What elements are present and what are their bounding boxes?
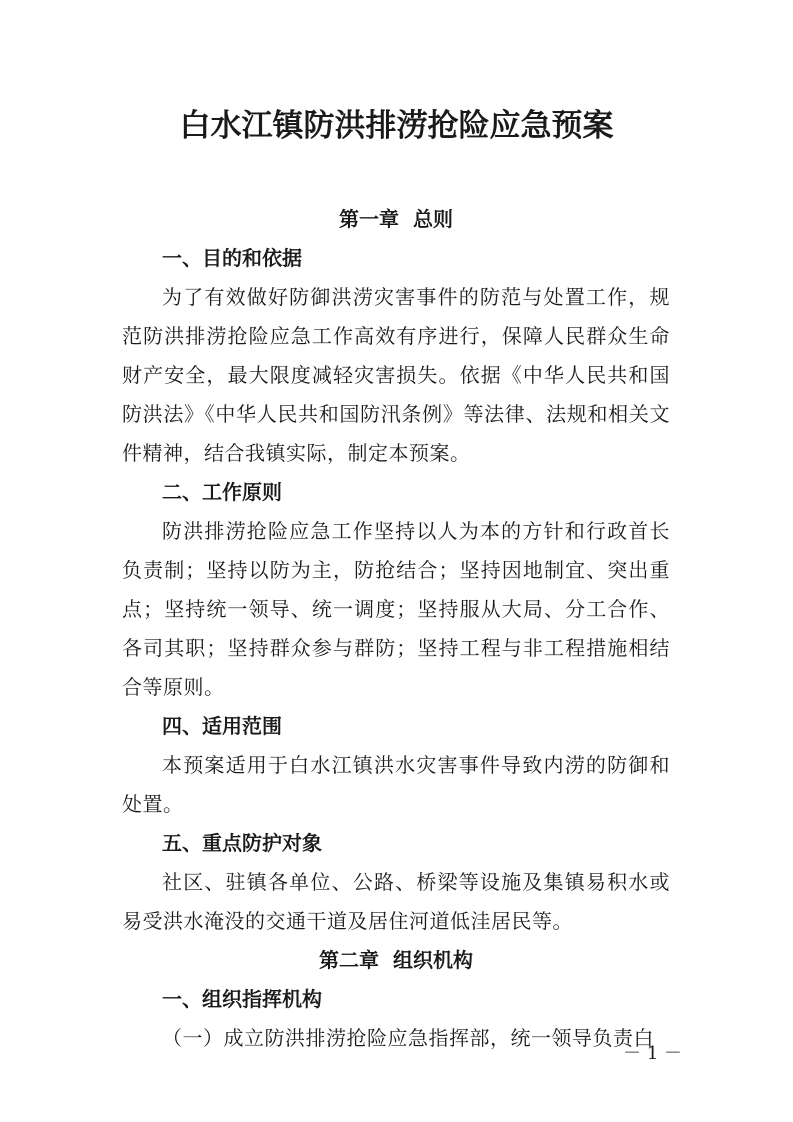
chapter-1-title: 第一章 总则 xyxy=(339,207,453,231)
section-text-key-targets: 社区、驻镇各单位、公路、桥梁等设施及集镇易积水或易受洪水淹没的交通干道及居住河道低洼居民等。 xyxy=(122,870,670,933)
section-heading-principles: 二、工作原则 xyxy=(162,480,282,504)
section-text-purpose: 为了有效做好防御洪涝灾害事件的防范与处置工作，规范防洪排涝抢险应急工作高效有序进行，保障人民群众生命财产安全，最大限度减轻灾害损失。依据《中华人民共和国防洪法》《中华人民共和国防汛条例》等法律、法规和相关文件精神，结合我镇实际，制定本预案。 xyxy=(122,285,670,465)
section-text-organization: （一）成立防洪排涝抢险应急指挥部，统一领导负责白 xyxy=(162,1026,654,1050)
section-heading-purpose: 一、目的和依据 xyxy=(162,246,302,270)
document-title: 白水江镇防洪排涝抢险应急预案 xyxy=(179,108,614,144)
section-heading-organization: 一、组织指挥机构 xyxy=(162,987,322,1011)
document-body xyxy=(122,200,670,1058)
section-text-scope: 本预案适用于白水江镇洪水灾害事件导致内涝的防御和处置。 xyxy=(122,753,670,816)
section-heading-scope: 四、适用范围 xyxy=(162,714,282,738)
section-text-principles: 防洪排涝抢险应急工作坚持以人为本的方针和行政首长负责制；坚持以防为主，防抢结合；坚持因地制宜、突出重点；坚持统一领导、统一调度；坚持服从大局、分工合作、各司其职；坚持群众参与群防；坚持工程与非工程措施相结合等原则。 xyxy=(122,519,670,699)
section-heading-key-targets: 五、重点防护对象 xyxy=(162,831,322,855)
page-number: － 1 － xyxy=(623,1043,682,1064)
chapter-2-title: 第二章 组织机构 xyxy=(319,948,473,972)
